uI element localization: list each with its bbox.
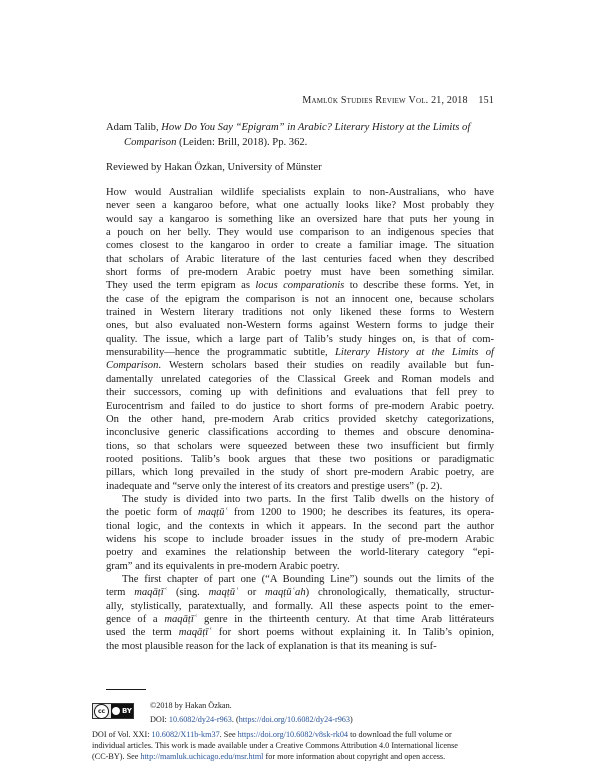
text-line: that scholars of Arabic literature of the last centuries faced when they described — [106, 253, 494, 265]
text-line — [106, 586, 494, 599]
text-line: trained in Western literary traditions not only likened these forms to Western — [106, 307, 494, 319]
text-line: their successors, coming up with definitions and evaluations that fell prey to — [106, 387, 494, 399]
citation-publication: (Leiden: Brill, 2018). Pp. 362. — [176, 137, 308, 148]
text-line: tions, so that scholars were squeezed between these two insufficient but firmly — [106, 440, 494, 452]
text-segment: genre in the thirteenth century. At that time Arab littérateurs — [197, 614, 494, 625]
text-line: The study is divided into two parts. In the first Talib dwells on the history of — [122, 493, 494, 505]
text-line: would say a kangaroo is something like an oversized hare that puts her young in — [106, 213, 494, 225]
italic-term: Comparison — [106, 360, 159, 372]
article-doi — [150, 714, 353, 725]
doi-label: DOI: — [150, 715, 169, 724]
text-segment: from 1200 to 1900; he describes its features, its opera- — [227, 507, 494, 519]
italic-term: maqṭūʿ — [197, 507, 228, 519]
text-line: On the other hand, pre-modern Arab critics provided sketchy categorizations, — [106, 413, 494, 425]
citation-title-part2: Comparison — [124, 137, 177, 148]
text-line: short forms of pre-modern Arabic poetry must have been something similar. — [106, 267, 494, 279]
by-icon — [111, 704, 133, 718]
text-line: ones, but also evaluated non-Western forms against Western forms to judge their — [106, 320, 494, 332]
text-line — [106, 626, 494, 639]
text-segment: ) chronologically, thematically, structur- — [305, 587, 495, 599]
citation-title-part1: How Do You Say “Epigram” in Arabic? Literary History at the Limits of — [161, 122, 471, 133]
text-line: never seen a kangaroo before, what one actually looks like? Most probably they — [106, 200, 494, 212]
footnote-line-1 — [92, 729, 512, 740]
by-label: BY — [121, 707, 133, 715]
text-segment: . Western scholars based their studies on readily available but fun- — [158, 360, 494, 372]
text-segment: the poetic form of — [106, 507, 198, 519]
text-line: gram” and its equivalents in pre-modern Arabic poetry. — [106, 560, 340, 572]
paragraph-1 — [106, 186, 494, 493]
text-segment: term — [106, 587, 135, 599]
cc-by-license-badge[interactable] — [92, 703, 134, 719]
see-label: . See — [219, 730, 238, 739]
text-line — [106, 359, 494, 372]
text-line: the most plausible reason for the lack of explanation is that its meaning is suf- — [106, 640, 437, 652]
text-line: comes closest to the kangaroo in order to create a familiar image. The situation — [106, 240, 494, 252]
doi-link[interactable]: 10.6082/dy24-r963 — [168, 715, 232, 724]
italic-term: locus comparationis — [255, 280, 345, 292]
text-segment: (sing. — [167, 587, 209, 599]
text-line: damentally unrelated categories of the Classical Greek and Roman models and — [106, 373, 494, 385]
doi-separator: . ( — [231, 715, 239, 724]
msr-website-link[interactable]: http://mamluk.uchicago.edu/msr.html — [140, 752, 264, 761]
doi-close: ) — [350, 715, 353, 724]
paragraph-3 — [106, 573, 494, 653]
person-icon — [112, 707, 120, 715]
text-line: inconclusive generic classifications according to themes and obscure denomina- — [106, 427, 494, 439]
text-line — [106, 346, 494, 359]
footnote-line-2: individual articles. This work is made available under a Creative Commons Attribution 4.0 International license — [92, 741, 458, 750]
text-line: rooted positions. Talib’s book argues that these two positions or paradigmatic — [106, 453, 494, 465]
doi-url-link[interactable]: https://doi.org/10.6082/dy24-r963 — [238, 715, 350, 724]
footnote-line-3 — [92, 751, 512, 762]
italic-term: Literary History at the Limits of — [335, 347, 494, 359]
volume-doi-label: DOI of Vol. XXI: — [92, 730, 152, 739]
license-label: (CC-BY). See — [92, 752, 141, 761]
italic-term: maqāṭīʿ — [164, 614, 198, 625]
text-segment: They used the term epigram as — [106, 280, 256, 292]
text-line: Eurocentrism and failed to do justice to short forms of pre-modern Arabic poetry. — [106, 400, 494, 412]
citation-author: Adam Talib, — [106, 122, 162, 133]
italic-term: maqṭūʿah — [265, 587, 306, 599]
italic-term: maqṭūʿ — [208, 587, 239, 599]
text-line: the case of the epigram the comparison is not an innocent one, because scholars — [106, 293, 494, 305]
text-segment: for short poems without explaining it. In Talib’s opinion, — [211, 627, 494, 639]
text-line — [106, 613, 494, 626]
text-segment: to describe these forms. Yet, in — [344, 280, 494, 292]
cc-icon: cc — [94, 704, 109, 719]
journal-name: Mamlūk Studies Review — [302, 95, 406, 106]
text-line: ally, stylistically, paratextually, and formally. All these aspects point to the emer- — [106, 600, 494, 612]
text-line: inadequate and “serve only the interest of its creators and prestige users” (p. 2). — [106, 480, 443, 492]
volume-footnote — [92, 729, 512, 762]
citation-line-2 — [106, 135, 494, 150]
text-segment: gence of a — [106, 614, 165, 625]
text-line: The first chapter of part one (“A Bounding Line”) sounds out the limits of the — [122, 573, 494, 585]
text-segment: used the term — [106, 627, 179, 639]
text-segment: mensurability—hence the programmatic subtitle, — [106, 347, 335, 359]
italic-term: maqāṭīʿ — [134, 587, 168, 599]
download-text: to download the full volume or — [348, 730, 452, 739]
text-line: tional logic, and the contexts in which it appears. In the second part the author — [106, 520, 494, 532]
volume-info: Vol. 21, 2018 — [408, 95, 468, 106]
paragraph-2 — [106, 493, 494, 573]
text-line — [106, 279, 494, 292]
text-line — [106, 506, 494, 519]
footnote-rule — [106, 689, 146, 690]
copyright-info-text: for more information about copyright and open access. — [263, 752, 446, 761]
text-line: widens his scope to include broader issues in the study of pre-modern Arabic — [106, 533, 494, 545]
text-segment: or — [238, 587, 266, 599]
text-line: pillars, which long prevailed in the study of short pre-modern Arabic poetry, are — [106, 467, 494, 479]
copyright-notice: ©2018 by Hakan Özkan. — [150, 701, 232, 710]
text-line: How would Australian wildlife specialists explain to non-Australians, who have — [106, 187, 494, 198]
book-citation — [106, 120, 494, 150]
volume-doi-link[interactable]: 10.6082/X11b-km37 — [151, 730, 220, 739]
text-line: quality. The issue, which a large part of Talib’s study hinges on, is that of com- — [106, 333, 494, 345]
running-header — [302, 95, 494, 106]
review-body — [106, 186, 494, 653]
page-number: 151 — [478, 95, 494, 106]
reviewer-line: Reviewed by Hakan Özkan, University of Münster — [106, 162, 322, 173]
volume-download-link[interactable]: https://doi.org/10.6082/v8sk-rk04 — [237, 730, 349, 739]
text-line: poetry and examines the relationship between the world-literary category “epi- — [106, 547, 494, 559]
text-line: a pouch on her belly. They would use comparison to an indigenous species that — [106, 227, 494, 239]
italic-term: maqāṭīʿ — [178, 627, 212, 639]
citation-line-1 — [106, 120, 494, 135]
